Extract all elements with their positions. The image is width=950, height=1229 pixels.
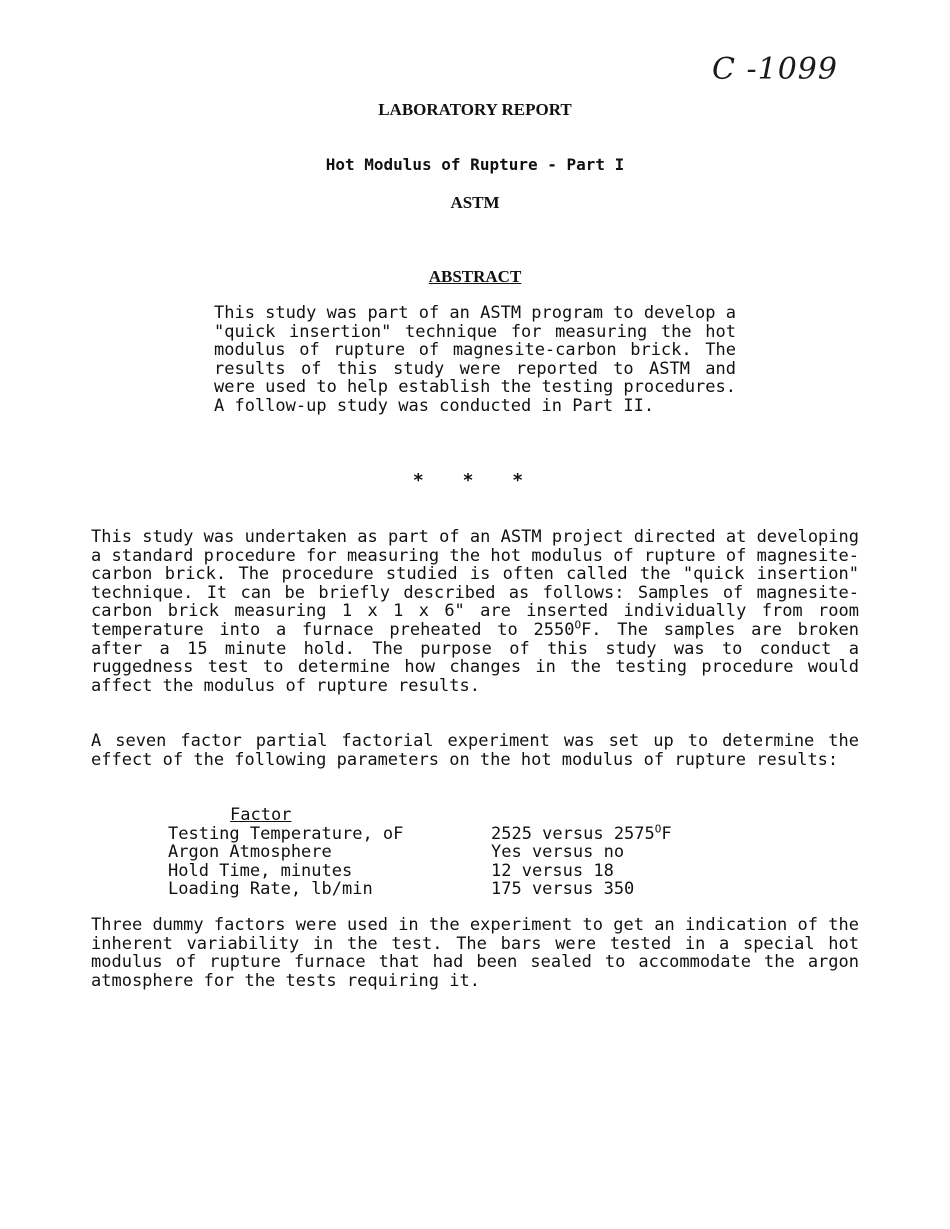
factor-heading: Factor <box>230 805 292 825</box>
factor-levels: 175 versus 350 <box>491 879 635 900</box>
factor-name: Hold Time, minutes <box>168 860 353 881</box>
report-title: LABORATORY REPORT <box>378 100 572 119</box>
factor-row <box>168 843 672 862</box>
intro-paragraph <box>91 528 859 695</box>
factor-table-header <box>168 806 672 825</box>
degree-superscript: O <box>574 618 582 632</box>
factor-row <box>168 825 672 844</box>
degree-superscript: O <box>654 821 662 835</box>
experiment-paragraph: A seven factor partial factorial experiment was set up to determine the effect of the following parameters on the hot modulus of rupture results: <box>91 731 859 770</box>
report-subtitle: Hot Modulus of Rupture - Part I <box>325 155 625 174</box>
factor-name: Argon Atmosphere <box>168 842 332 863</box>
abstract-text: This study was part of an ASTM program to develop a "quick insertion" technique for measuring the hot modulus of rupture of magnesite-carbon brick. The results of this study were reported to ASTM and were used to help establish the testing procedures. A follow-up study was conducted in Part II. <box>214 303 736 416</box>
abstract-heading: ABSTRACT <box>428 267 522 286</box>
factor-levels: 2525 versus $2575^OF$ <box>491 821 672 844</box>
factor-name: Testing Temperature, oF <box>168 823 404 844</box>
factor-levels: 12 versus 18 <box>491 860 614 881</box>
intro-text-part2: F. The samples are broken after a 15 minute hold. The purpose of this study was to conduct a ruggedness test to determine how changes in the testing procedure would affect the modulus of rupture results. <box>91 619 859 696</box>
factor-row <box>168 880 672 899</box>
section-separator: * * * <box>412 470 538 491</box>
factor-table <box>168 806 672 899</box>
factor-row <box>168 862 672 881</box>
report-organization: ASTM <box>450 193 500 212</box>
factor-levels: Yes versus no <box>491 842 625 863</box>
method-paragraph: Three dummy factors were used in the experiment to get an indication of the inherent variability in the test. The bars were tested in a special hot modulus of rupture furnace that had been sealed to accommodate the argon atmosphere for the tests requiring it. <box>91 915 859 991</box>
handwritten-note: C -1099 <box>712 52 838 87</box>
intro-text-part1: This study was undertaken as part of an ASTM project directed at developing a standard procedure for measuring the hot modulus of rupture of magnesite-carbon brick. The procedure studied is often called the "quick insertion" technique. It can be briefly described as follows: Samples of magnesite-carbon brick measuring 1 x 1 x 6" are inserted individually from room temperature into a furnace preheated to 2550 <box>91 527 859 640</box>
factor-name: Loading Rate, lb/min <box>168 879 373 900</box>
